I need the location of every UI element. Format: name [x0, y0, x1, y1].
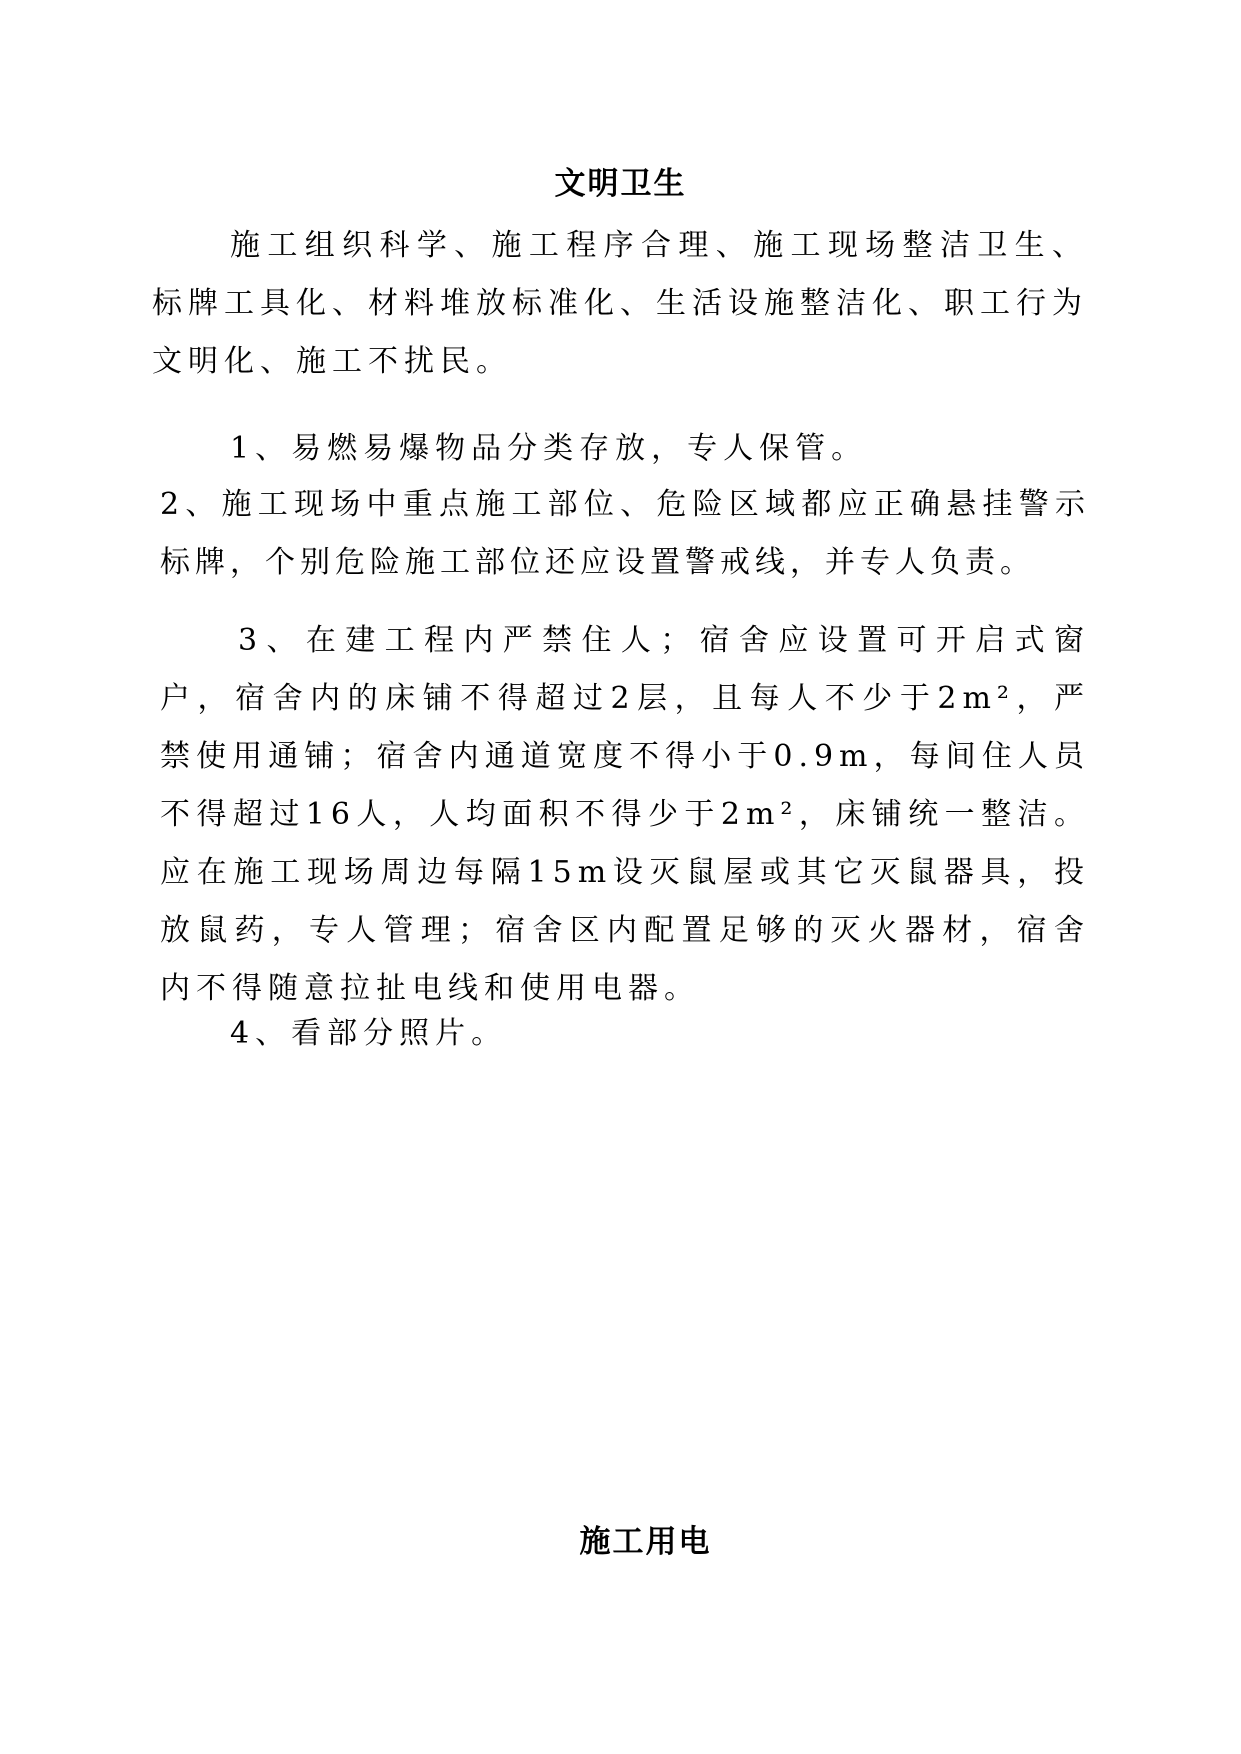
list-item-1: 1、易燃易爆物品分类存放，专人保管。: [230, 431, 868, 466]
section-title-civilized-hygiene: 文明卫生: [554, 166, 687, 202]
list-item-4: 4、看部分照片。: [230, 1016, 508, 1051]
section-title-construction-electricity: 施工用电: [579, 1524, 712, 1560]
list-item-3: 3、在建工程内严禁住人；宿舍应设置可开启式窗户，宿舍内的床铺不得超过2层，且每人不少于2m²，严禁使用通铺；宿舍内通道宽度不得小于0.9m，每间住人员不得超过16人，人均面积不得少于2m²，床铺统一整洁。应在施工现场周边每隔15m设灭鼠屋或其它灭鼠器具，投放鼠药，专人管理；宿舍区内配置足够的灭火器材，宿舍内不得随意拉扯电线和使用电器。: [160, 623, 1090, 1006]
list-item-2: 2、施工现场中重点施工部位、危险区域都应正确悬挂警示标牌，个别危险施工部位还应设置警戒线，并专人负责。: [160, 487, 1090, 580]
intro-paragraph: 施工组织科学、施工程序合理、施工现场整洁卫生、标牌工具化、材料堆放标准化、生活设施整洁化、职工行为文明化、施工不扰民。: [152, 228, 1088, 379]
